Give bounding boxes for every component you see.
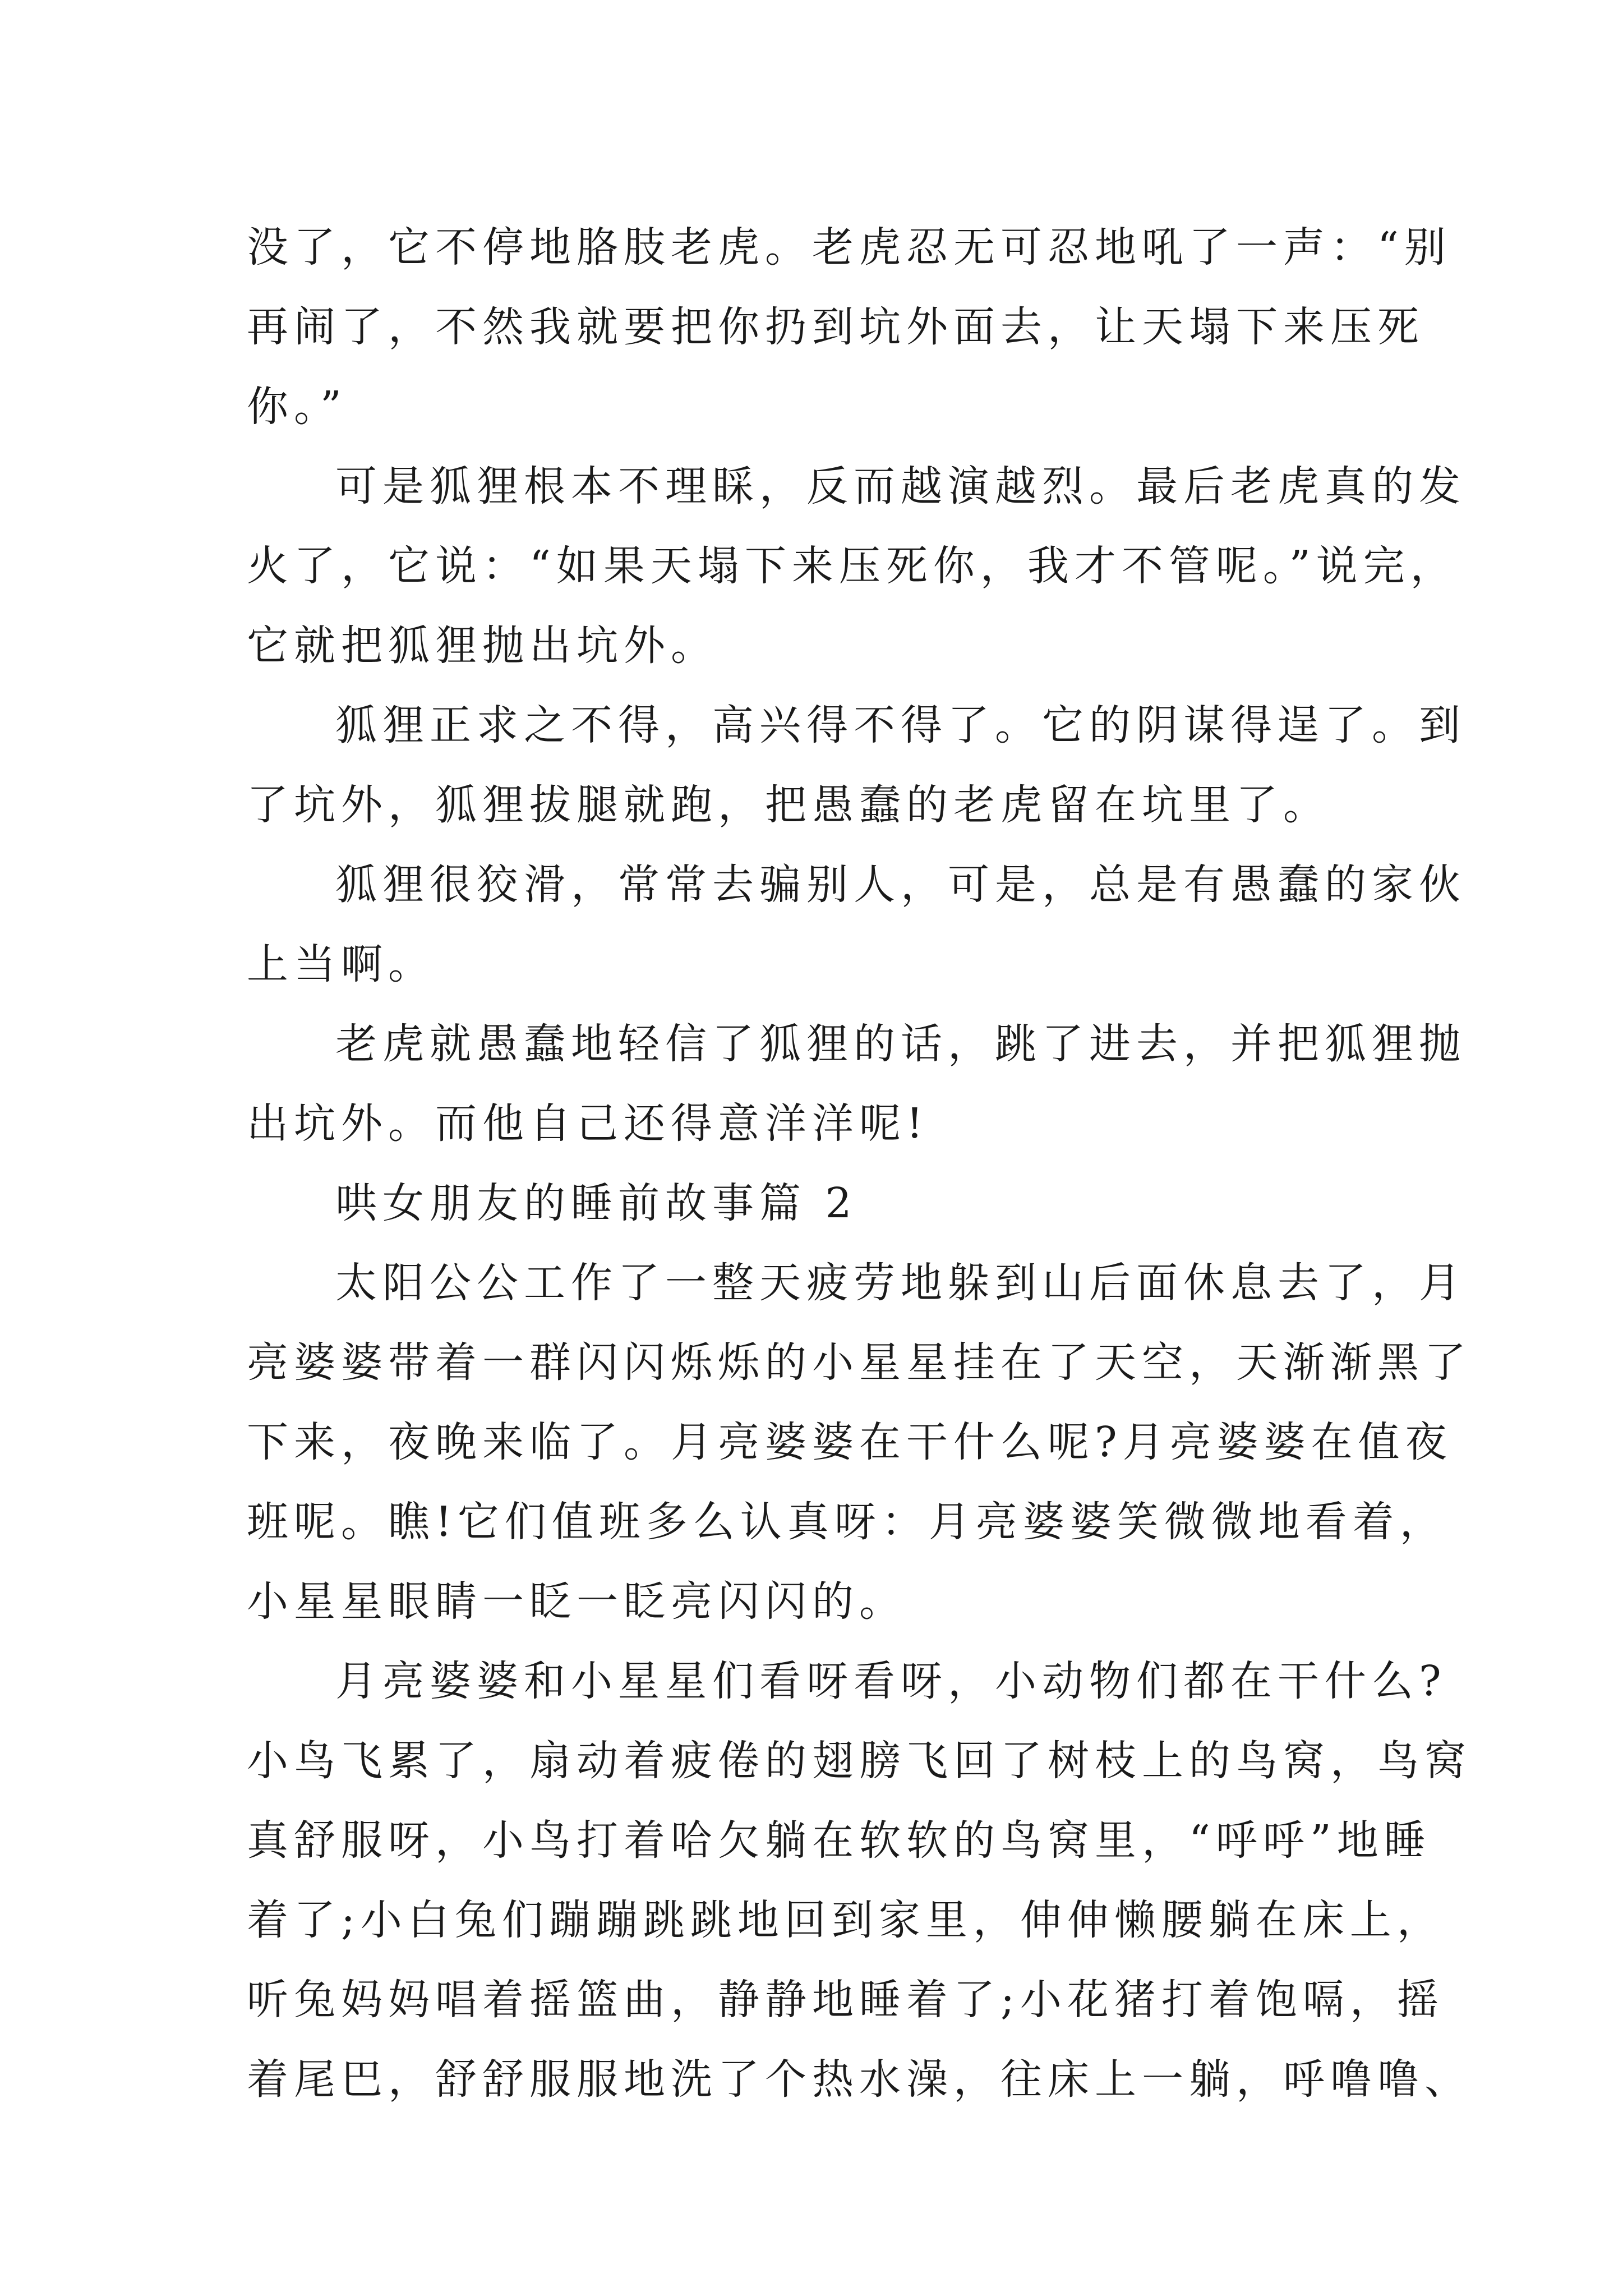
text-line: 火了，它说：“如果天塌下来压死你，我才不管呢。”说完，	[247, 542, 1458, 590]
text-line: 可是狐狸根本不理睬，反而越演越烈。最后老虎真的发	[335, 462, 1466, 510]
text-line: 班呢。瞧!它们值班多么认真呀：月亮婆婆笑微微地看着，	[247, 1498, 1447, 1546]
text-line: 狐狸很狡滑，常常去骗别人，可是，总是有愚蠢的家伙	[335, 861, 1466, 909]
text-line: 再闹了，不然我就要把你扔到坑外面去，让天塌下来压死	[247, 303, 1424, 351]
text-line: 着了;小白兔们蹦蹦跳跳地回到家里，伸伸懒腰躺在床上，	[247, 1896, 1444, 1944]
text-line: 太阳公公工作了一整天疲劳地躲到山后面休息去了，月	[335, 1259, 1466, 1307]
text-line: 下来，夜晚来临了。月亮婆婆在干什么呢?月亮婆婆在值夜	[247, 1418, 1453, 1466]
text-line: 着尾巴，舒舒服服地洗了个热水澡，往床上一躺，呼噜噜、	[247, 2055, 1472, 2104]
text-line: 你。”	[247, 383, 347, 431]
text-line: 小鸟飞累了，扇动着疲倦的翅膀飞回了树枝上的鸟窝，鸟窝	[247, 1737, 1472, 1785]
text-line: 老虎就愚蠢地轻信了狐狸的话，跳了进去，并把狐狸抛	[335, 1020, 1466, 1068]
text-line: 出坑外。而他自己还得意洋洋呢!	[247, 1099, 929, 1148]
text-line: 真舒服呀，小鸟打着哈欠躺在软软的鸟窝里，“呼呼”地睡	[247, 1816, 1431, 1865]
section-heading: 哄女朋友的睡前故事篇 2	[335, 1179, 857, 1227]
document-page	[247, 208, 1472, 2119]
text-line: 没了，它不停地胳肢老虎。老虎忍无可忍地吼了一声：“别	[247, 223, 1451, 272]
text-line: 狐狸正求之不得，高兴得不得了。它的阴谋得逞了。到	[335, 701, 1466, 749]
text-line: 了坑外，狐狸拔腿就跑，把愚蠢的老虎留在坑里了。	[247, 781, 1330, 829]
text-line: 月亮婆婆和小星星们看呀看呀，小动物们都在干什么?	[335, 1657, 1447, 1705]
text-line: 小星星眼睛一眨一眨亮闪闪的。	[247, 1577, 906, 1626]
text-line: 亮婆婆带着一群闪闪烁烁的小星星挂在了天空，天渐渐黑了	[247, 1338, 1472, 1387]
text-line: 它就把狐狸抛出坑外。	[247, 622, 718, 670]
text-line: 上当啊。	[247, 940, 435, 988]
text-line: 听兔妈妈唱着摇篮曲，静静地睡着了;小花猪打着饱嗝，摇	[247, 1976, 1444, 2024]
